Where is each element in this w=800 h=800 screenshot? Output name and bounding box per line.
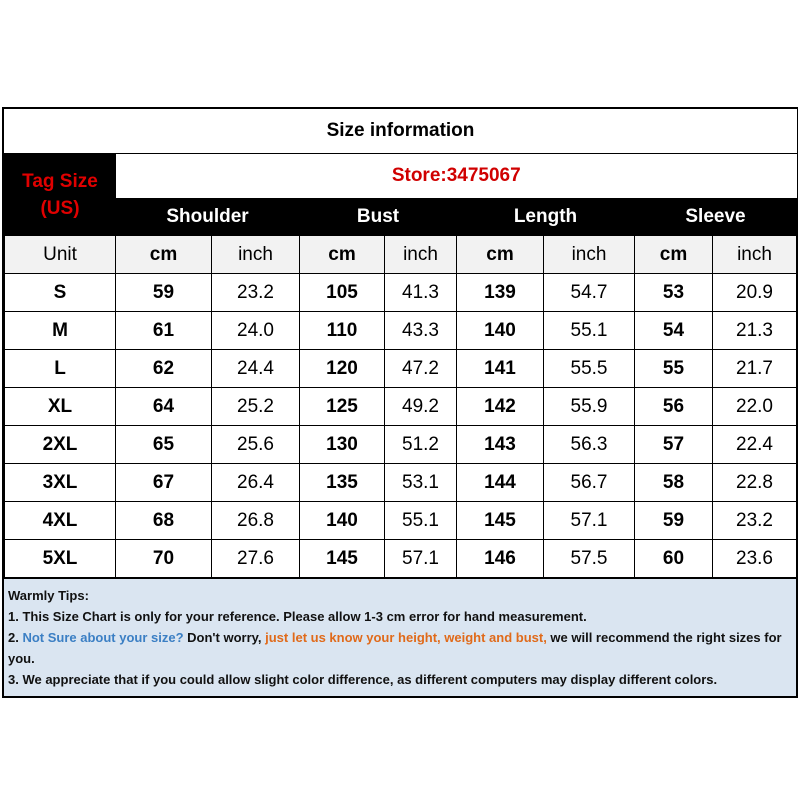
length-inch-cell: 55.9 [544, 388, 635, 426]
size-table [4, 109, 797, 578]
tip-3: 3. We appreciate that if you could allow slight color difference, as different computers may display different colors. [8, 672, 718, 687]
unit-inch: inch [385, 236, 457, 274]
tip-2 [8, 627, 792, 669]
table-row [5, 540, 797, 578]
tag-size-header [5, 154, 116, 236]
shoulder-cm-cell: 65 [116, 426, 212, 464]
tag-size-region: (US) [40, 197, 80, 219]
group-header-length: Length [457, 199, 635, 236]
length-cm-cell: 144 [457, 464, 544, 502]
size-cell: 4XL [5, 502, 116, 540]
size-cell: M [5, 312, 116, 350]
bust-cm-cell: 140 [300, 502, 385, 540]
shoulder-inch-cell: 25.2 [212, 388, 300, 426]
tip-2-suffix: we will recommend the right sizes for you. [8, 630, 782, 666]
group-header-shoulder: Shoulder [116, 199, 300, 236]
sleeve-cm-cell: 53 [635, 274, 713, 312]
shoulder-cm-cell: 59 [116, 274, 212, 312]
length-cm-cell: 141 [457, 350, 544, 388]
bust-inch-cell: 43.3 [385, 312, 457, 350]
store-id: Store:3475067 [116, 154, 797, 199]
size-cell: 2XL [5, 426, 116, 464]
bust-inch-cell: 41.3 [385, 274, 457, 312]
bust-cm-cell: 135 [300, 464, 385, 502]
shoulder-inch-cell: 26.8 [212, 502, 300, 540]
length-cm-cell: 146 [457, 540, 544, 578]
length-inch-cell: 57.1 [544, 502, 635, 540]
bust-cm-cell: 130 [300, 426, 385, 464]
group-header-sleeve: Sleeve [635, 199, 797, 236]
length-cm-cell: 142 [457, 388, 544, 426]
sleeve-inch-cell: 22.4 [713, 426, 797, 464]
table-row [5, 274, 797, 312]
sleeve-inch-cell: 21.3 [713, 312, 797, 350]
length-cm-cell: 140 [457, 312, 544, 350]
sleeve-inch-cell: 23.2 [713, 502, 797, 540]
length-inch-cell: 55.5 [544, 350, 635, 388]
sleeve-cm-cell: 58 [635, 464, 713, 502]
table-row [5, 388, 797, 426]
shoulder-inch-cell: 26.4 [212, 464, 300, 502]
sleeve-cm-cell: 55 [635, 350, 713, 388]
shoulder-cm-cell: 62 [116, 350, 212, 388]
tip-2-prefix: 2. [8, 630, 23, 645]
tips-panel [4, 578, 796, 696]
tip-2-question: Not Sure about your size? [22, 630, 184, 645]
tip-2-reassure: Don't worry, [183, 630, 266, 645]
tip-1: 1. This Size Chart is only for your reference. Please allow 1-3 cm error for hand measurement. [8, 609, 587, 624]
sleeve-cm-cell: 56 [635, 388, 713, 426]
shoulder-inch-cell: 24.4 [212, 350, 300, 388]
bust-cm-cell: 110 [300, 312, 385, 350]
sleeve-inch-cell: 23.6 [713, 540, 797, 578]
length-inch-cell: 56.7 [544, 464, 635, 502]
size-cell: XL [5, 388, 116, 426]
bust-inch-cell: 47.2 [385, 350, 457, 388]
size-cell: L [5, 350, 116, 388]
table-row [5, 426, 797, 464]
sleeve-cm-cell: 60 [635, 540, 713, 578]
shoulder-cm-cell: 64 [116, 388, 212, 426]
sleeve-inch-cell: 21.7 [713, 350, 797, 388]
shoulder-cm-cell: 70 [116, 540, 212, 578]
shoulder-inch-cell: 25.6 [212, 426, 300, 464]
bust-inch-cell: 51.2 [385, 426, 457, 464]
table-row [5, 312, 797, 350]
length-inch-cell: 56.3 [544, 426, 635, 464]
tip-2-request: just let us know your height, weight and bust, [265, 630, 547, 645]
unit-inch: inch [544, 236, 635, 274]
bust-cm-cell: 105 [300, 274, 385, 312]
shoulder-inch-cell: 23.2 [212, 274, 300, 312]
sleeve-inch-cell: 20.9 [713, 274, 797, 312]
shoulder-cm-cell: 61 [116, 312, 212, 350]
shoulder-cm-cell: 68 [116, 502, 212, 540]
unit-inch: inch [713, 236, 797, 274]
unit-label: Unit [5, 236, 116, 274]
tag-size-label: Tag Size [22, 170, 98, 192]
length-cm-cell: 143 [457, 426, 544, 464]
sleeve-cm-cell: 54 [635, 312, 713, 350]
unit-cm: cm [635, 236, 713, 274]
bust-inch-cell: 53.1 [385, 464, 457, 502]
bust-inch-cell: 57.1 [385, 540, 457, 578]
chart-title: Size information [5, 109, 797, 154]
bust-inch-cell: 55.1 [385, 502, 457, 540]
bust-cm-cell: 120 [300, 350, 385, 388]
shoulder-cm-cell: 67 [116, 464, 212, 502]
group-header-bust: Bust [300, 199, 457, 236]
unit-inch: inch [212, 236, 300, 274]
length-cm-cell: 145 [457, 502, 544, 540]
shoulder-inch-cell: 24.0 [212, 312, 300, 350]
sleeve-inch-cell: 22.8 [713, 464, 797, 502]
size-cell: 5XL [5, 540, 116, 578]
tips-heading: Warmly Tips: [8, 588, 89, 603]
size-cell: S [5, 274, 116, 312]
bust-cm-cell: 125 [300, 388, 385, 426]
length-cm-cell: 139 [457, 274, 544, 312]
length-inch-cell: 54.7 [544, 274, 635, 312]
table-row [5, 350, 797, 388]
table-row [5, 502, 797, 540]
sleeve-cm-cell: 59 [635, 502, 713, 540]
unit-cm: cm [300, 236, 385, 274]
length-inch-cell: 57.5 [544, 540, 635, 578]
bust-cm-cell: 145 [300, 540, 385, 578]
size-chart [2, 107, 798, 698]
length-inch-cell: 55.1 [544, 312, 635, 350]
sleeve-cm-cell: 57 [635, 426, 713, 464]
size-cell: 3XL [5, 464, 116, 502]
shoulder-inch-cell: 27.6 [212, 540, 300, 578]
unit-cm: cm [457, 236, 544, 274]
unit-cm: cm [116, 236, 212, 274]
sleeve-inch-cell: 22.0 [713, 388, 797, 426]
bust-inch-cell: 49.2 [385, 388, 457, 426]
table-row [5, 464, 797, 502]
